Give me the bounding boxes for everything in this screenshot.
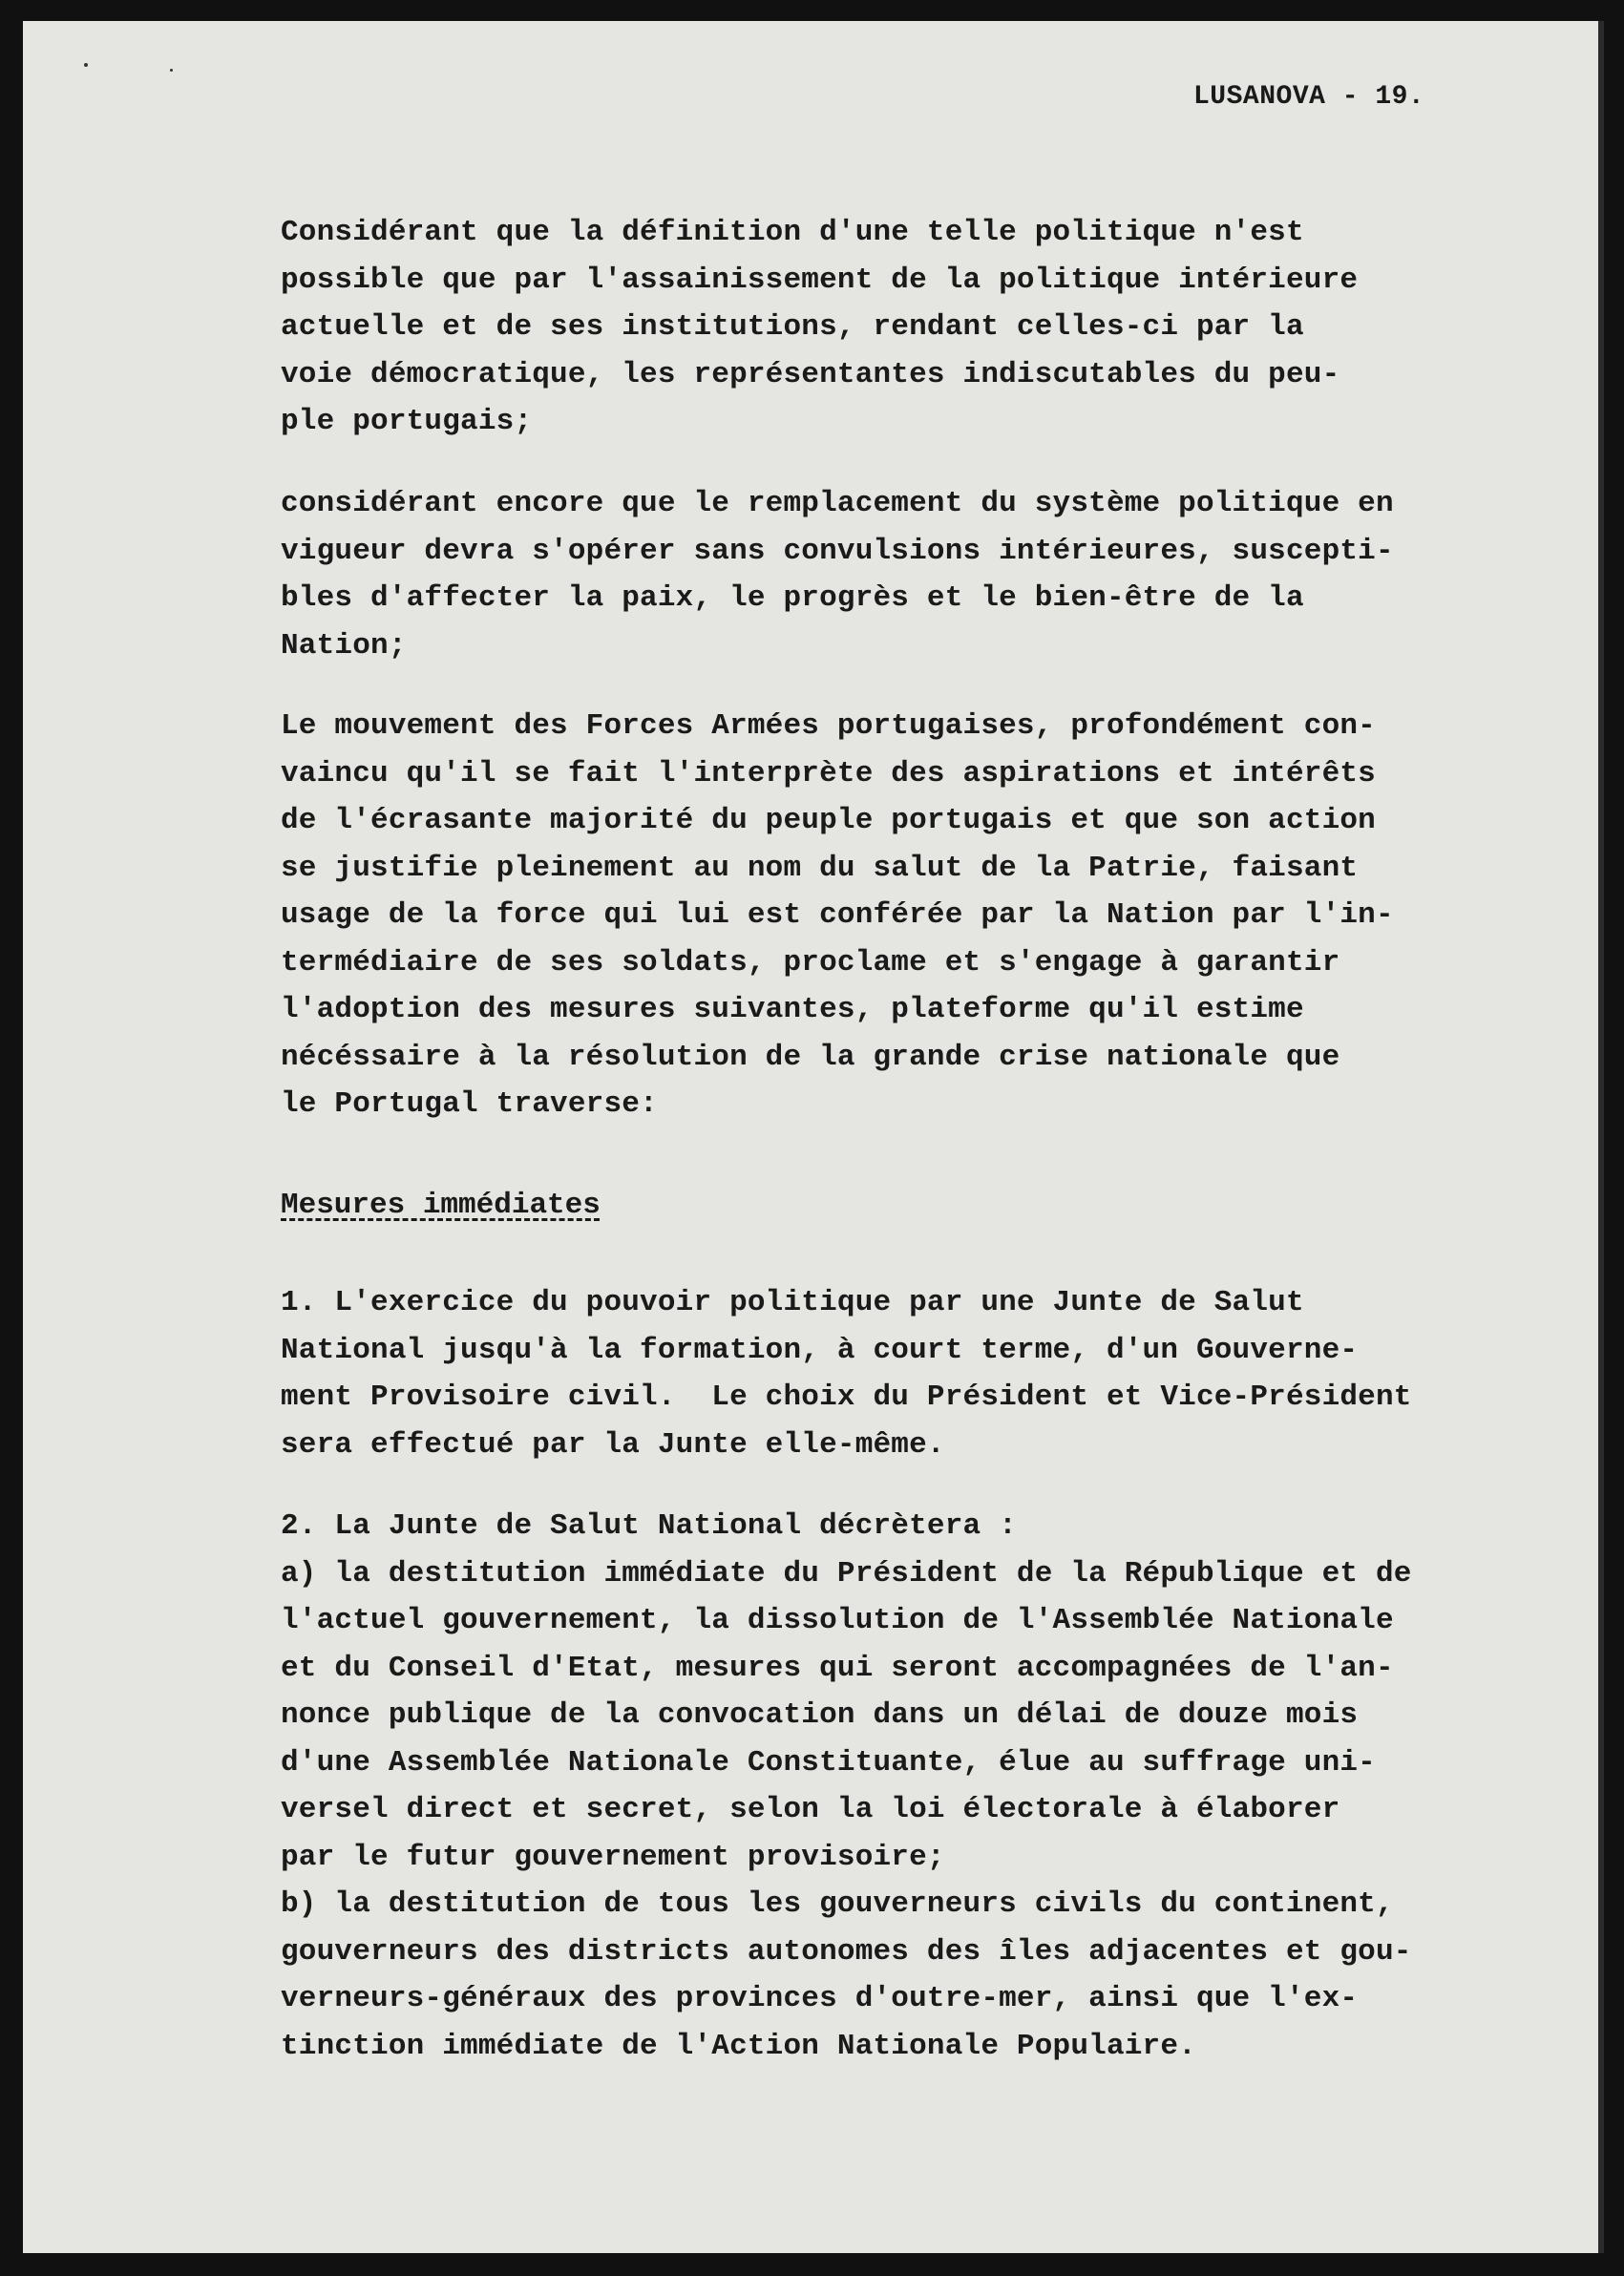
item1-line: National jusqu'à la formation, à court terme, d'un Gouverne- — [281, 1333, 1359, 1367]
item2-line: nonce publique de la convocation dans un délai de douze mois — [281, 1698, 1359, 1732]
item2-line: d'une Assemblée Nationale Constituante, élue au suffrage uni- — [281, 1745, 1376, 1780]
paragraph1-line: ple portugais; — [281, 405, 533, 438]
paragraph1-line: Considérant que la définition d'une telle politique n'est — [281, 216, 1304, 249]
item2-line: verneurs-généraux des provinces d'outre-mer, ainsi que l'ex- — [281, 1982, 1359, 2015]
item2-line: a) la destitution immédiate du Président de la République et de — [281, 1556, 1412, 1591]
item2-line: gouverneurs des districts autonomes des îles adjacentes et gou- — [281, 1934, 1412, 1969]
paragraph3-line: vaincu qu'il se fait l'interprète des aspirations et intérêts — [281, 756, 1376, 790]
paragraph3-line: le Portugal traverse: — [281, 1087, 658, 1121]
paragraph2-line: Nation; — [281, 628, 407, 663]
paragraph3-line: l'adoption des mesures suivantes, plateforme qu'il estime — [281, 993, 1304, 1026]
paragraph3-line: nécéssaire à la résolution de la grande crise nationale que — [281, 1040, 1340, 1074]
paragraph3-line: termédiaire de ses soldats, proclame et s'engage à garantir — [281, 945, 1340, 980]
item2-line: 2. La Junte de Salut National décrètera : — [281, 1509, 1017, 1543]
paragraph2-line: vigueur devra s'opérer sans convulsions intérieures, suscepti- — [281, 534, 1394, 568]
item2-line: versel direct et secret, selon la loi électorale à élaborer — [281, 1793, 1340, 1826]
item2-line: par le futur gouvernement provisoire; — [281, 1840, 945, 1874]
page-header: LUSANOVA - 19. — [1193, 82, 1425, 112]
item1-line: ment Provisoire civil. Le choix du Président et Vice-Président — [281, 1380, 1412, 1414]
item2-line: et du Conseil d'Etat, mesures qui seront accompagnées de l'an- — [281, 1651, 1394, 1685]
item2-line: b) la destitution de tous les gouverneurs civils du continent, — [281, 1887, 1394, 1921]
item1-line: sera effectué par la Junte elle-même. — [281, 1427, 945, 1462]
speck-mark — [170, 69, 173, 72]
paragraph1-line: possible que par l'assainissement de la politique intérieure — [281, 263, 1359, 297]
item2-line: tinction immédiate de l'Action Nationale Populaire. — [281, 2029, 1196, 2063]
paragraph3-line: usage de la force qui lui est conférée par la Nation par l'in- — [281, 898, 1394, 932]
section-heading: Mesures immédiates — [281, 1189, 601, 1222]
paragraph2-line: considérant encore que le remplacement du système politique en — [281, 487, 1394, 520]
paragraph2-line: bles d'affecter la paix, le progrès et le bien-être de la — [281, 581, 1304, 615]
paragraph3-line: de l'écrasante majorité du peuple portugais et que son action — [281, 804, 1376, 837]
paragraph1-line: voie démocratique, les représentantes indiscutables du peu- — [281, 357, 1340, 391]
paragraph3-line: Le mouvement des Forces Armées portugaises, profondément con- — [281, 709, 1376, 743]
item1-line: 1. L'exercice du pouvoir politique par une Junte de Salut — [281, 1286, 1304, 1319]
speck-mark — [84, 63, 88, 67]
paragraph1-line: actuelle et de ses institutions, rendant celles-ci par la — [281, 310, 1304, 344]
item2-line: l'actuel gouvernement, la dissolution de l'Assemblée Nationale — [281, 1604, 1394, 1637]
paragraph3-line: se justifie pleinement au nom du salut de la Patrie, faisant — [281, 851, 1359, 885]
